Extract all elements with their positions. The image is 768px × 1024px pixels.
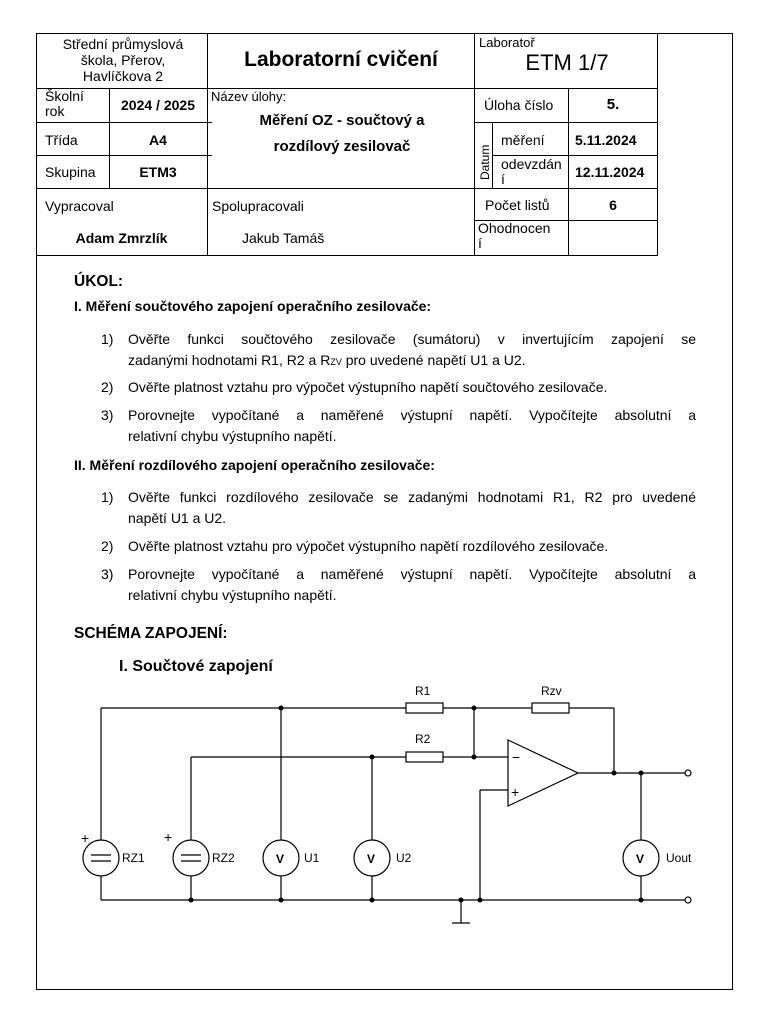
prepared-value: Adam Zmrzlík [75,230,168,246]
schema-heading: SCHÉMA ZAPOJENÍ: [74,625,228,642]
school-year-label-line: rok [45,103,65,119]
list-text [128,377,696,398]
school-line: škola, Přerov, [80,52,166,68]
table-line [36,155,212,156]
plus-sign: + [164,829,173,845]
plus-sign: + [81,830,90,846]
school-year-label [45,89,84,119]
subscript-zv: ZV [330,357,342,367]
evaluation-label-line: Ohodnocen [478,220,551,236]
label-rz2: RZ2 [212,851,235,865]
school-year-label-line: Školní [45,88,84,104]
cooperated-label: Spolupracovali [212,198,304,214]
list-line: Ověřte platnost vztahu pro výpočet výstupního napětí rozdílového zesilovače. [128,538,609,554]
list-line-part: pro uvedené napětí U1 a U2. [341,352,526,368]
list-line: Ověřte funkci rozdílového zesilovače se zadanými hodnotami R1, R2 pro uvedené [128,489,696,505]
group-label: Skupina [45,164,96,180]
sheets-label: Počet listů [485,197,550,213]
list-number: 3) [101,566,114,582]
class-value: A4 [149,132,167,148]
list-number: 2) [101,379,114,395]
prepared-label: Vypracoval [45,198,114,214]
submission-label-line: odevzdán [501,156,562,172]
list-number: 1) [101,331,114,347]
task-number-value: 5. [606,96,620,113]
submission-label-line: í [501,171,505,187]
sheets-value: 6 [609,197,617,213]
evaluation-label-line: í [478,235,482,251]
list-number: 1) [101,489,114,505]
list-line: Porovnejte vypočítané a naměřené výstupní napětí. Vypočítejte absolutní a [128,407,696,423]
list-line: relativní chybu výstupního napětí. [128,428,337,444]
table-line [568,88,569,255]
list-line: Ověřte platnost vztahu pro výpočet výstupního napětí součtového zesilovače. [128,379,608,395]
table-line [492,122,493,188]
list-line [128,350,696,373]
voltmeter-label: V [636,852,645,866]
list-line-part: zadanými hodnotami R1, R2 a R [128,352,331,368]
voltmeter-label: V [276,852,285,866]
task-name-line: Měření OZ - součtový a [259,112,425,129]
school-year-value: 2024 / 2025 [121,97,195,113]
label-u1: U1 [304,851,320,865]
school-name [40,36,206,84]
list-line: Ověřte funkci součtového zesilovače (sumátoru) v invertujícím zapojení se [128,331,696,347]
task-name-line: rozdílový zesilovač [273,138,411,155]
part1-title: I. Měření součtového zapojení operačního zesilovače: [74,298,432,314]
task-name-value [210,108,474,160]
task-heading: ÚKOL: [74,273,124,290]
label-r2: R2 [415,732,431,746]
list-text [128,487,696,529]
submission-label [501,157,562,187]
table-line [474,33,475,255]
table-line [36,188,658,189]
label-uout: Uout [666,851,692,865]
table-line [36,255,658,256]
label-u2: U2 [396,851,412,865]
opamp-minus: − [512,749,521,765]
school-line: Havlíčkova 2 [82,68,164,84]
part2-title: II. Měření rozdílového zapojení operačního zesilovače: [74,457,435,473]
table-line [36,88,658,89]
evaluation-label [478,221,550,251]
list-number: 3) [101,407,114,423]
submission-date: 12.11.2024 [575,164,645,180]
label-rz1: RZ1 [122,851,145,865]
task-name-label: Název úlohy: [211,89,287,104]
laboratory-label: Laboratoř [479,35,535,50]
group-value: ETM3 [139,164,177,180]
date-label: Datum [478,144,492,180]
list-text [128,329,696,373]
list-text [128,536,696,557]
laboratory-value: ETM 1/7 [525,50,609,75]
list-line: Porovnejte vypočítané a naměřené výstupní napětí. Vypočítejte absolutní a [128,566,696,582]
list-line: napětí U1 a U2. [128,510,227,526]
table-line [36,122,212,123]
document-title: Laboratorní cvičení [244,48,438,71]
list-line: relativní chybu výstupního napětí. [128,587,337,603]
list-text [128,405,696,447]
measurement-label: měření [501,132,545,148]
list-text [128,564,696,606]
voltmeter-label: V [367,852,376,866]
list-number: 2) [101,538,114,554]
label-r1: R1 [415,684,431,698]
table-line [474,122,658,123]
label-rzv: Rzv [541,684,562,698]
opamp-plus: + [511,784,520,800]
school-line: Střední průmyslová [62,36,184,52]
class-label: Třída [45,132,78,148]
schema-subheading: I. Součtové zapojení [119,658,273,675]
cooperated-value: Jakub Tamáš [242,230,325,246]
task-number-label: Úloha číslo [484,97,554,113]
measurement-date: 5.11.2024 [575,132,637,148]
